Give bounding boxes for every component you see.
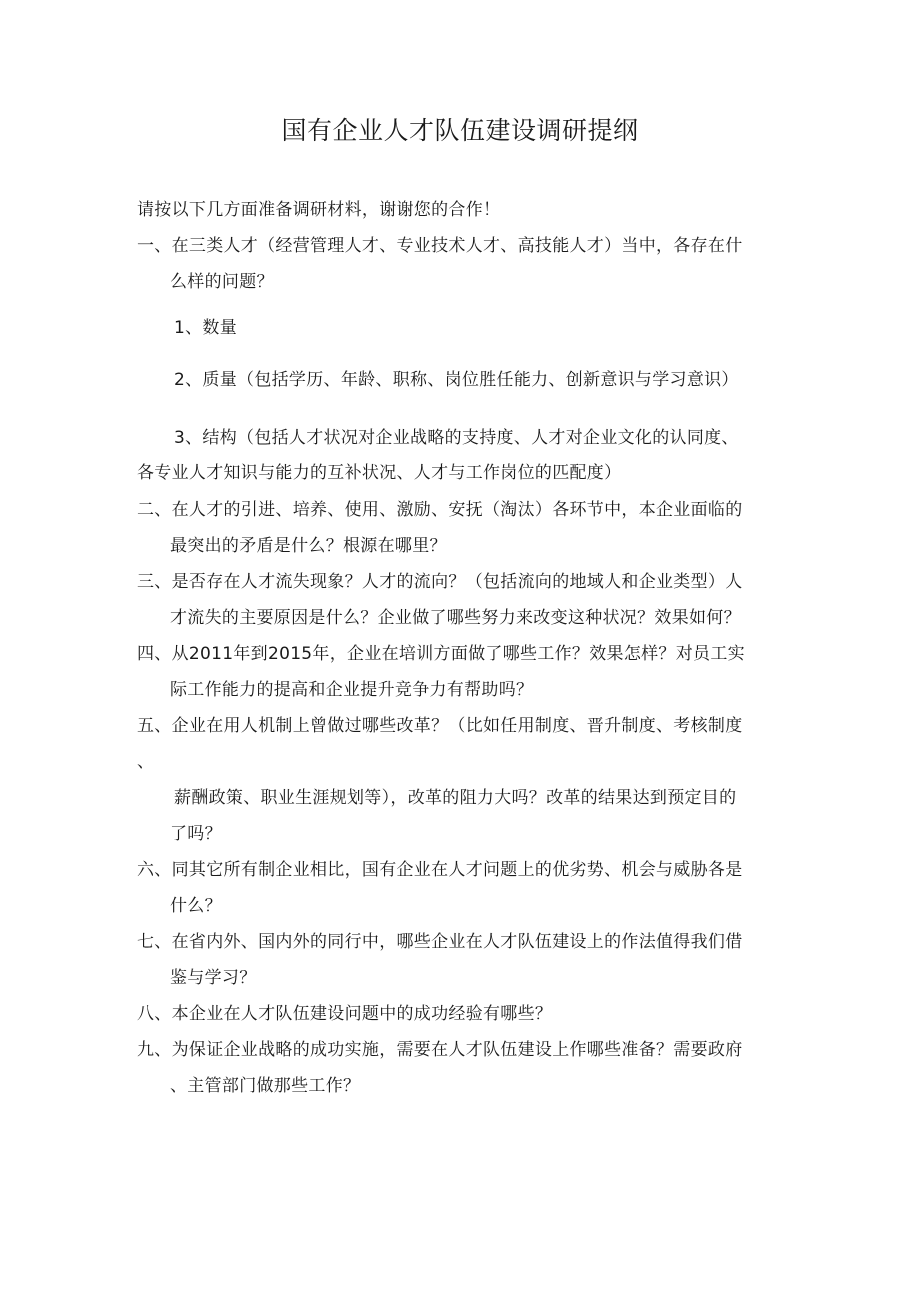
question-9-line-2: 、主管部门做那些工作？ <box>170 1076 361 1096</box>
question-4-line-2: 际工作能力的提高和企业提升竞争力有帮助吗？ <box>170 680 534 700</box>
document-title: 国有企业人才队伍建设调研提纲 <box>281 116 639 145</box>
question-1-line-1: 一、在三类人才（经营管理人才、专业技术人才、高技能人才）当中，各存在什 <box>137 236 743 256</box>
question-4-line-1: 四、从2011年到2015年，企业在培训方面做了哪些工作？效果怎样？对员工实 <box>137 644 745 664</box>
question-5-line-1: 五、企业在用人机制上曾做过哪些改革？（比如任用制度、晋升制度、考核制度 <box>137 716 743 736</box>
question-9-line-1: 九、为保证企业战略的成功实施，需要在人才队伍建设上作哪些准备？需要政府 <box>137 1040 743 1060</box>
question-5-line-4: 了吗？ <box>170 824 222 844</box>
intro-text: 请按以下几方面准备调研材料，谢谢您的合作！ <box>137 200 501 220</box>
question-3-line-1: 三、是否存在人才流失现象？人才的流向？（包括流向的地域人和企业类型）人 <box>137 572 743 592</box>
question-3-line-2: 才流失的主要原因是什么？企业做了哪些努力来改变这种状况？效果如何？ <box>170 608 741 628</box>
question-5-line-3: 薪酬政策、职业生涯规划等），改革的阻力大吗？改革的结果达到预定目的 <box>174 788 737 808</box>
sub-item-structure-line-2: 各专业人才知识与能力的互补状况、人才与工作岗位的匹配度） <box>137 463 622 483</box>
question-1-line-2: 么样的问题？ <box>170 272 274 292</box>
sub-item-quantity: 1、数量 <box>174 318 238 338</box>
question-6-line-1: 六、同其它所有制企业相比，国有企业在人才问题上的优劣势、机会与威胁各是 <box>137 860 743 880</box>
sub-item-quality: 2、质量（包括学历、年龄、职称、岗位胜任能力、创新意识与学习意识） <box>174 370 739 390</box>
question-6-line-2: 什么？ <box>170 896 222 916</box>
question-2-line-1: 二、在人才的引进、培养、使用、激励、安抚（淘汰）各环节中，本企业面临的 <box>137 500 743 520</box>
question-7-line-1: 七、在省内外、国内外的同行中，哪些企业在人才队伍建设上的作法值得我们借 <box>137 932 743 952</box>
question-7-line-2: 鉴与学习？ <box>170 968 257 988</box>
question-2-line-2: 最突出的矛盾是什么？根源在哪里？ <box>170 536 447 556</box>
question-5-line-2: 、 <box>137 752 155 772</box>
question-8-line-1: 八、本企业在人才队伍建设问题中的成功经验有哪些？ <box>137 1004 553 1024</box>
sub-item-structure-line-1: 3、结构（包括人才状况对企业战略的支持度、人才对企业文化的认同度、 <box>174 428 739 448</box>
